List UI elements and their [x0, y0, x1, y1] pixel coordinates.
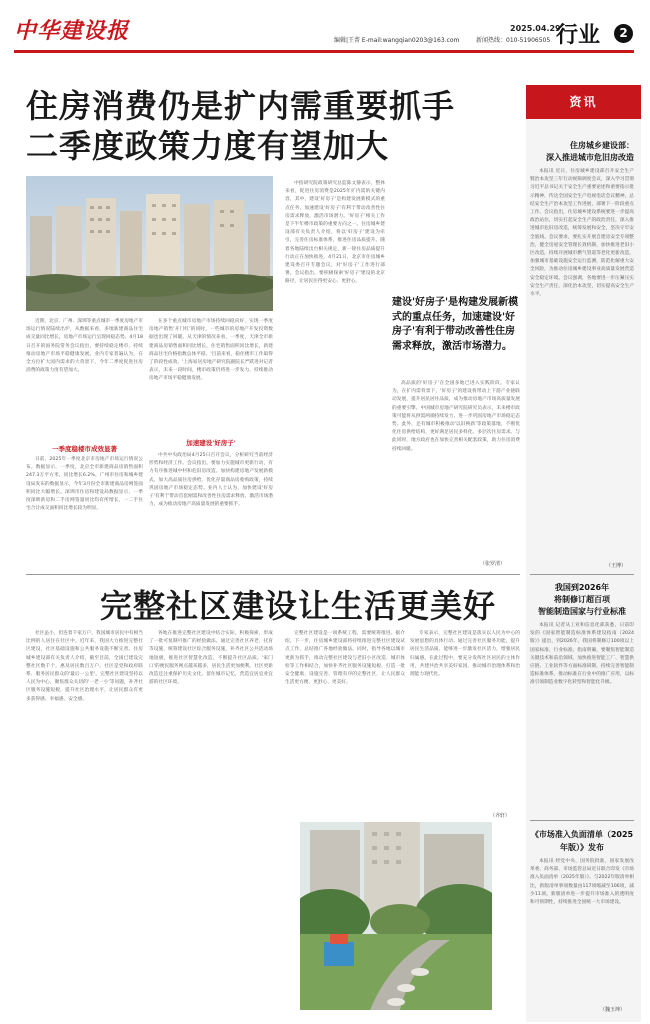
article2-column-2: 各地在推进完整社区建设中结合实际，积极探索，形成了一批可复制可推广的经验做法。通过完善社区养老、托育等设施，统筹建设社区综合服务设施，补齐社区公共活动场地短板，推进社区智慧化改造，不断提升社区品质。'家门口'的便民服务网点越来越多，居民生活更加便利。社区更新改造还注重保护历史文化，留住城市记忆，营造宜居宜业宜游的社区环境。	[149, 631, 273, 686]
article2-column-1: 社区虽小，但连着千家万户。我国城市居民中有相当比例的人居住在社区中。近年来，我国大力推进完整社区建设，社区基础设施和公共服务设施不断完善。住房城乡建设部有关负责人介绍，截至目前，全国已建设完整社区数千个，惠及居民数百万户。社区是党和政府联系、服务居民群众的'最后一公里'。完整社区建设坚持以人民为中心，聚焦群众关切的'一老一小'等问题，补齐社区服务设施短板，提升社区治理水平，让居民群众有更多获得感、幸福感、安全感。	[26, 631, 143, 702]
article1-author: （张罗清）	[480, 561, 506, 567]
article1-headline-line1: 住房消费仍是扩内需重要抓手	[26, 87, 456, 125]
sidebar-item2-title-line1: 我国到2026年	[554, 583, 610, 592]
sidebar-header: 资讯	[526, 85, 641, 119]
article1-column-2b: 中共中央政治局4月25日召开会议，分析研究当前经济形势和经济工作。会议指出，要加力实施城市更新行动，有力有序推进城中村和危旧房改造。加快构建房地产发展新模式，加大高品质住房供给，优化存量商品房收购政策，持续巩固房地产市场稳定态势。业内人士认为，加快建设'好房子'有利于带动首套刚需和改善性住房需求释放，激活市场潜力，成为推动房地产高质量发展的重要抓手。	[149, 453, 273, 508]
section-title: 行业	[556, 23, 601, 48]
article1-subhead-2: 加速建设'好房子'	[186, 439, 236, 447]
article2-column-3: 完整社区建设是一项系统工程，需要统筹推进。据介绍，下一步，住房城乡建设部将持续推进完整社区建设试点工作，总结推广各地经验做法。同时，指导各地以城市更新为抓手，推动完整社区建设与老旧小区改造、城市体检等工作相结合，加快补齐社区服务设施短板，打造一批安全健康、设施完善、管理有序的完整社区，让人民群众生活更方便、更舒心、更美好。	[285, 631, 405, 686]
article1-column-2a: 在多个重点城市房地产市场持续回稳向好、实现一季度房地产销售'开门红'的同时，一些城市的房地产开发投资数据也出现了回暖。从天津的情况来看，一季度，天津全市新建商品房销售面积同比增长，住宅销售面积同比增长，新建商品住宅价格指数总体平稳。'目前来看，稳住楼市工作取得了阶段性成效。'上海易居房地产研究院副院长严跃进对记者表示，未来一段时间，楼市政策仍将进一步发力，持续推动房地产市场平稳健康发展。	[149, 319, 273, 382]
sidebar-item3-title: 《市场准入负面清单（2025年版）》发布	[530, 830, 634, 852]
sidebar-item2-body: 本报讯 记者从工业和信息化部获悉，日前印发的《国家智能制造标准体系建设指南（2024版）》提出，到2026年，我国将制修订100项以上国家标准、行业标准。指南明确，要聚焦智能制造关键技术和前沿领域，加快推进智能工厂、智慧供应链、工业软件等方面标准研制，持续完善智能制造标准体系，推动标准在行业中的推广应用，以标准引领制造业数字化转型和智能化升级。	[530, 623, 634, 686]
sidebar-item3-body: 本报讯 经党中央、国务院批准，国家发展改革委、商务部、市场监管总局近日联合印发《市场准入负面清单（2025年版）》。与2022年版清单相比，新版清单事项数量由117项缩减至106项，减少11项。新版清单进一步提升市场准入的透明度和可预期性，持续推进全国统一大市场建设。	[530, 859, 634, 906]
sidebar-divider-1	[530, 574, 634, 575]
sidebar-item1-title-line1: 住房城乡建设部：	[570, 141, 634, 150]
sidebar-item2-title-line3: 智能制造国家与行业标准	[538, 607, 626, 616]
sidebar-item1-body: 本报讯 近日，住房城乡建设部召开安全生产暨治本攻坚三年行动视频调度会议，深入学习贯彻习近平总书记关于安全生产重要论述和重要指示批示精神，传达全国安全生产电视电话会议精神，总结安全生产治本攻坚工作进展，部署下一阶段重点工作。会议指出，住房城乡建设系统要进一步提高政治站位，切实扛起安全生产的政治责任，深入推进城市危旧房改造，统筹发展和安全，坚决守牢安全底线。会议要求，要扎实开展自建房安全专项整治，健全房屋安全管理长效机制，加快推进老旧小区改造，持续开展城市燃气管道等老化更新改造，加强城市基础设施安全运行监测，防范化解重大安全风险，为推动住房城乡建设事业高质量发展营造安全稳定环境。会议强调，各地要进一步压紧压实安全生产责任，深化治本攻坚，切实提高安全生产水平。	[530, 169, 634, 298]
editor-contact: 编辑|王菁 E-mail:wangqian0203@163.com	[334, 37, 460, 44]
article1-column-1b: 日前，2025年一季度北京市房地产市场运行情况公布。数据显示，一季度，北京全市新建商品房销售面积247.3万平方米，同比增长6.2%。广州市住房和城乡建设局发布的数据显示，今年3月份全市新建商品房网签面积同比大幅增长。深圳市住房和建设局数据显示，一季度深圳新房和二手房网签量同比均有所增长，一二手住宅合计成交面积同比增长较为明显。	[26, 457, 143, 512]
article1-column-4: 高品质的'好房子'在全国多地已进入实践阶段。专家认为，在扩内需背景下，'好房子'的建设将带动上下游产业链联动发展，提升居民居住品质，成为推动房地产市场高质量发展的重要引擎。中国城市房地产研究院研究员表示，未来楼市政策可能将从供需两端持续发力，进一步巩固房地产市场稳定态势。此外，还有城市积极推动'以旧换新'等政策落地，不断优化住房供给结构，更好满足居民多样化、多层次住房需求。与此同时，地方政府也在加快完善相关配套政策，助力住房消费持续回暖。	[392, 381, 520, 452]
article1-column-3: 中指研究院政策研究总监陈文静表示，整体来看，促进住房消费是2025年扩内需的关键内容，其中，建设'好房子'是构建发展新模式的重点任务，加速建设'好房子'有利于带动改善性住房需求释放，激活市场潜力。'好房子'相关工作是下半年楼市政策的重要方向之一。住房城乡建设部有关负责人介绍，将以'好房子'建设为牵引，完善住房标准体系，推进住房品质提升。随着各地陆续出台相关规定，新一轮住房品质提升行动正在加快推进。4月21日，北京市住房城乡建设委召开专题会议，对'好房子'工作进行部署。会议指出，要积极探索'好房子'建设的北京路径，让居民住得更安心、更舒心。	[285, 181, 385, 285]
residential-buildings-photo	[26, 176, 273, 311]
article2-author: （齐轩）	[490, 813, 511, 819]
article1-subhead-1: 一季度稳楼市成效显著	[52, 445, 117, 453]
header-rule	[14, 50, 634, 53]
page-number-badge: 2	[614, 24, 633, 43]
article2-column-4: 专家表示，完整社区建设是落实以人民为中心的发展思想的具体行动。通过完善社区服务功能，提升居民生活品质，能够进一步激发社区活力，增强居民归属感。在此过程中，要充分发挥社区居民的主体作用，共建共治共享美好家园，推动城市治理体系和治理能力现代化。	[410, 631, 520, 678]
sidebar-item2-title-line2: 将制修订超百项	[554, 595, 610, 604]
article1-column-1a: 近期，北京、广州、深圳等重点城市一季度房地产市场运行情况陆续出炉，从数据来看，多地新建商品住宅成交量同比增长，房地产市场运行呈现回稳态势。4月18日召开的国务院常务会议指出，要持续稳定楼市，持续推动房地产市场平稳健康发展。业内专家普遍认为，在全方位扩大国内需求的大背景下，今年二季度促进住房消费的政策力度有望加大。	[26, 319, 143, 374]
newspaper-masthead-logo: 中华建设报	[14, 18, 130, 44]
sidebar-item1-title-line2: 深入推进城市危旧房改造	[546, 153, 634, 162]
article2-headline: 完整社区建设让生活更美好	[100, 587, 497, 625]
sidebar-item3-author: （魏玉坤）	[600, 1007, 626, 1013]
issue-date: 2025.04.29	[510, 24, 561, 33]
article1-headline-line2: 二季度政策力度有望加大	[26, 127, 390, 165]
article1-pull-quote: 建设'好房子'是构建发展新模式的重点任务，加速建设'好房子'有利于带动改善性住房需求释放，激活市场潜力。	[392, 297, 519, 352]
article-divider	[26, 574, 520, 575]
community-playground-photo	[300, 822, 492, 1010]
sidebar-divider-2	[530, 820, 634, 821]
sidebar-item1-author: （王博）	[606, 563, 627, 569]
news-hotline: 新闻热线：010-51906505	[476, 37, 551, 44]
